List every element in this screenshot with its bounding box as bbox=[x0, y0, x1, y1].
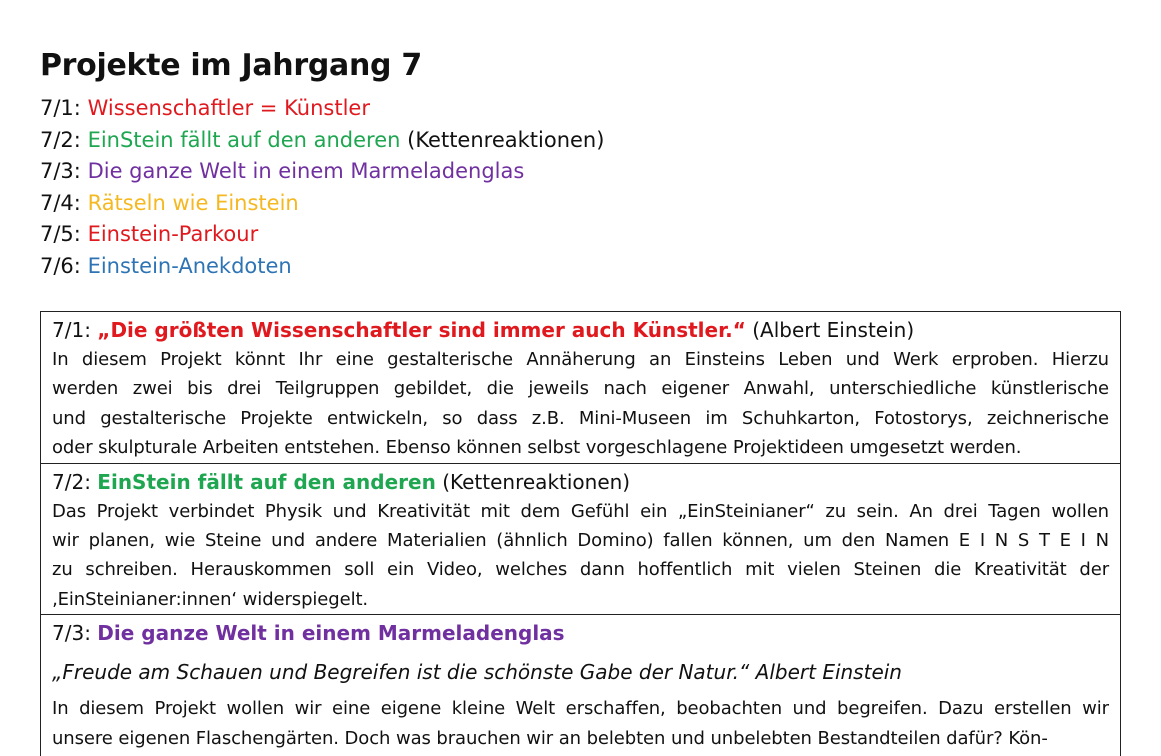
text-line: und gestalterische Projekte entwickeln, so dass z.B. Mini-Museen im Schuhkarton, Fotostorys, zeichnerische bbox=[52, 407, 1109, 429]
project-suffix: (Kettenreaktionen) bbox=[442, 469, 631, 494]
overview-code: 7/5: bbox=[40, 222, 81, 247]
project-code: 7/3: bbox=[52, 621, 91, 646]
project-table bbox=[40, 311, 1121, 756]
overview-item bbox=[40, 189, 604, 221]
overview-name: Einstein-Anekdoten bbox=[87, 253, 292, 278]
project-description bbox=[52, 497, 1109, 615]
project-code: 7/2: bbox=[52, 469, 91, 494]
project-title: EinStein fällt auf den anderen bbox=[97, 469, 436, 494]
project-description bbox=[52, 345, 1109, 463]
overview-item bbox=[40, 126, 604, 158]
project-suffix: (Albert Einstein) bbox=[752, 318, 915, 342]
project-code: 7/1: bbox=[52, 318, 91, 342]
overview-code: 7/4: bbox=[40, 190, 81, 215]
project-title: Die ganze Welt in einem Marmeladenglas bbox=[97, 621, 565, 646]
einstein-quote: „Freude am Schauen und Begreifen ist die schönste Gabe der Natur.“ Albert Einstein bbox=[52, 660, 902, 685]
project-row-7-3 bbox=[41, 615, 1121, 756]
overview-item bbox=[40, 220, 604, 252]
project-title: „Die größten Wissenschaftler sind immer auch Künstler.“ bbox=[97, 318, 746, 342]
project-row-7-2 bbox=[41, 463, 1121, 615]
page-title: Projekte im Jahrgang 7 bbox=[40, 48, 422, 83]
overview-code: 7/2: bbox=[40, 127, 81, 152]
overview-name: Rätseln wie Einstein bbox=[87, 190, 299, 215]
project-overview-list bbox=[40, 94, 604, 284]
project-heading bbox=[52, 618, 1109, 648]
overview-suffix: (Kettenreaktionen) bbox=[407, 127, 605, 152]
overview-code: 7/6: bbox=[40, 253, 81, 278]
project-cell bbox=[41, 463, 1121, 615]
text-line: werden zwei bis drei Teilgruppen gebildet, die jeweils nach eigener Anwahl, unterschiedliche künstlerische bbox=[52, 378, 1109, 400]
overview-name: Wissenschaftler = Künstler bbox=[87, 96, 370, 120]
text-line: wir planen, wie Steine und andere Materialien (ähnlich Domino) fallen können, um den Namen E I N S T E I N bbox=[52, 530, 1109, 552]
project-description bbox=[52, 694, 1109, 753]
overview-code: 7/1: bbox=[40, 96, 81, 120]
overview-name: Die ganze Welt in einem Marmeladenglas bbox=[87, 159, 525, 184]
project-cell bbox=[41, 312, 1121, 464]
project-heading bbox=[52, 315, 1109, 345]
project-heading bbox=[52, 467, 1109, 497]
text-line: unsere eigenen Flaschengärten. Doch was brauchen wir an belebten und unbelebten Bestandteilen dafür? Kön- bbox=[52, 727, 1048, 749]
overview-name: Einstein-Parkour bbox=[87, 222, 259, 247]
overview-code: 7/3: bbox=[40, 159, 81, 184]
text-line: oder skulpturale Arbeiten entstehen. Ebenso können selbst vorgeschlagene Projektideen umgesetzt werden. bbox=[52, 437, 1022, 459]
overview-item bbox=[40, 252, 604, 284]
text-line: Das Projekt verbindet Physik und Kreativität mit dem Gefühl ein „EinSteinianer“ zu sein. An drei Tagen wollen bbox=[52, 500, 1109, 522]
text-line: zu schreiben. Herauskommen soll ein Video, welches dann hoffentlich mit vielen Steinen die Kreativität der bbox=[52, 559, 1109, 581]
overview-item bbox=[40, 157, 604, 189]
text-line: ‚EinSteinianer:innen‘ widerspiegelt. bbox=[52, 588, 369, 610]
project-row-7-1 bbox=[41, 312, 1121, 464]
text-line: In diesem Projekt wollen wir eine eigene kleine Welt erschaffen, beobachten und begreifen. Dazu erstellen wir bbox=[52, 698, 1109, 720]
text-line: In diesem Projekt könnt Ihr eine gestalterische Annäherung an Einsteins Leben und Werk erproben. Hierzu bbox=[52, 349, 1109, 370]
project-cell bbox=[41, 615, 1121, 756]
overview-item bbox=[40, 94, 604, 126]
overview-name: EinStein fällt auf den anderen bbox=[87, 127, 401, 152]
